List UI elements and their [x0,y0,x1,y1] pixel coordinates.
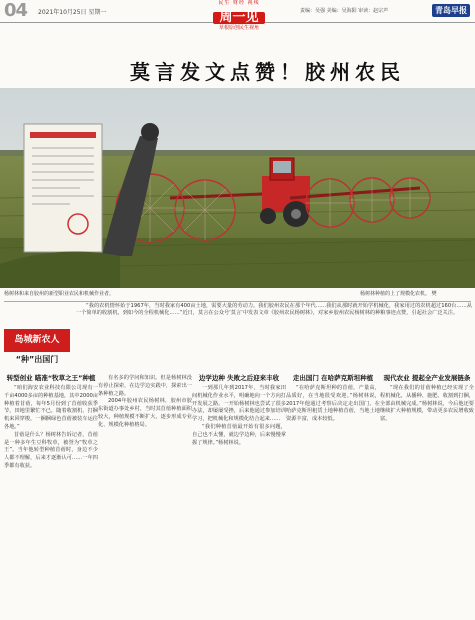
column-paragraph: “咱们海安农业科技有限公司现有一千亩4000多亩的种植基地，其中2000亩种植着苜蓿，每年5月份到了苜蓿收获季节，田地里繁忙不已，随着收割机、打捆机来回穿梭，一捆捆绿色苜蓿被装车运往各地。” [4,385,98,430]
column-paragraph: “我们种植苜蓿最开始有很多问题，自己也不太懂，就边学边种，后来慢慢掌握了规律。”杨树林说。 [192,423,286,446]
farm-photo [0,88,475,288]
column-paragraph: 一到那几年到2017年，当时我家田间机械化作业水平，明确地向一个方向打开发展之路。一开始杨树林也尝试了很多办法，却屡屡受挫，后来他通过参加培训学习，把机械化和规模化结合起来…… [192,385,286,423]
headline: 莫言发文点赞！胶州农民 [130,60,405,84]
column-paragraph: 2004年胶州农民杨树林，胶州市胶东街道办事处乡村，当时其苜蓿种植面积较大，种植规模不断扩大，逐步形成专业化、规模化种植格局。 [98,398,192,428]
article-column [4,372,98,471]
column-paragraph: “在哈萨克斯坦种的苜蓿，产量高，品质好，在当地很受欢迎。”杨树林说，2017年他通过考察后决定走出国门，在哈萨克斯坦租赁土地种植苜蓿，当地土地资源丰富，成本较低。 [286,385,380,423]
tractor-hay-rake-image [0,88,475,288]
divider [4,301,471,302]
section-subtitle: “种”出国门 [15,355,59,364]
logo-tagline: 民生 财经 视线 [218,0,260,6]
column-heading: 转型创业 瞄准“牧草之王”种植 [6,374,96,382]
article-column [98,372,192,430]
newspaper-brand: 青岛早报 [432,4,470,17]
column-heading: 边学边种 失败之后迎来丰收 [198,374,280,382]
photo-caption-left: 杨树林和来自胶州的新型职业农民和机械作业者。 [4,291,115,297]
article-column [286,372,380,424]
logo-subtitle: 草根原创民生视角 [218,25,259,31]
lead-paragraph: “我的农机情怀始于1967年，当时我家有400亩土地，需要大量的劳动力。我们胶州农民在那个年代……我们从那时就开始学机械化，我家用过的农机超过160台……从一个简单的收割机，到如今的全程机械化……”近日，莫言在公众号‘莫言’中发表文章《胶州农民杨树林》，对家乡胶州农民杨树林的种粮事迹点赞，引起社会广泛关注。 [76,303,472,317]
section-logo [193,0,285,31]
column-paragraph: 有名多的学问和知识。但是杨树林没有停止探索，在边学边实践中，探索出一条种植之路。 [98,375,192,397]
column-heading: 走出国门 在哈萨克斯坦种植 [292,374,374,382]
logo-title: 周一见 [213,12,264,24]
article-column [192,372,286,447]
issue-date: 2021年10月25日 星期一 [38,9,107,16]
editor-credits: 责编：吴强 美编：吴海阳 审读：赵宗声 [300,8,389,14]
column-paragraph: “现在我们的苜蓿种植已经实现了全程机械化，从播种、施肥、收割到打捆，全部由机械完成。”杨树林说，今后他还要继续扩大种植规模，带动更多农民增收致富。 [380,385,474,423]
photo-caption-right: 杨树林种植的上了规模化农机。 樊 [360,291,437,297]
page-number: 04 [4,0,28,21]
page-header [0,0,475,31]
section-title: 岛城新农人 [4,329,70,352]
column-paragraph: 苜蓿是什么？杨树林告诉记者，苜蓿是一种多年生豆科牧草，被誉为“牧草之王”。当年他转型种植苜蓿时，身边不少人都不理解，后来才逐渐认可……一年四季都有收获。 [4,431,98,469]
column-heading: 现代农业 提起全产业发展链条 [383,374,471,382]
article-column [380,372,474,424]
